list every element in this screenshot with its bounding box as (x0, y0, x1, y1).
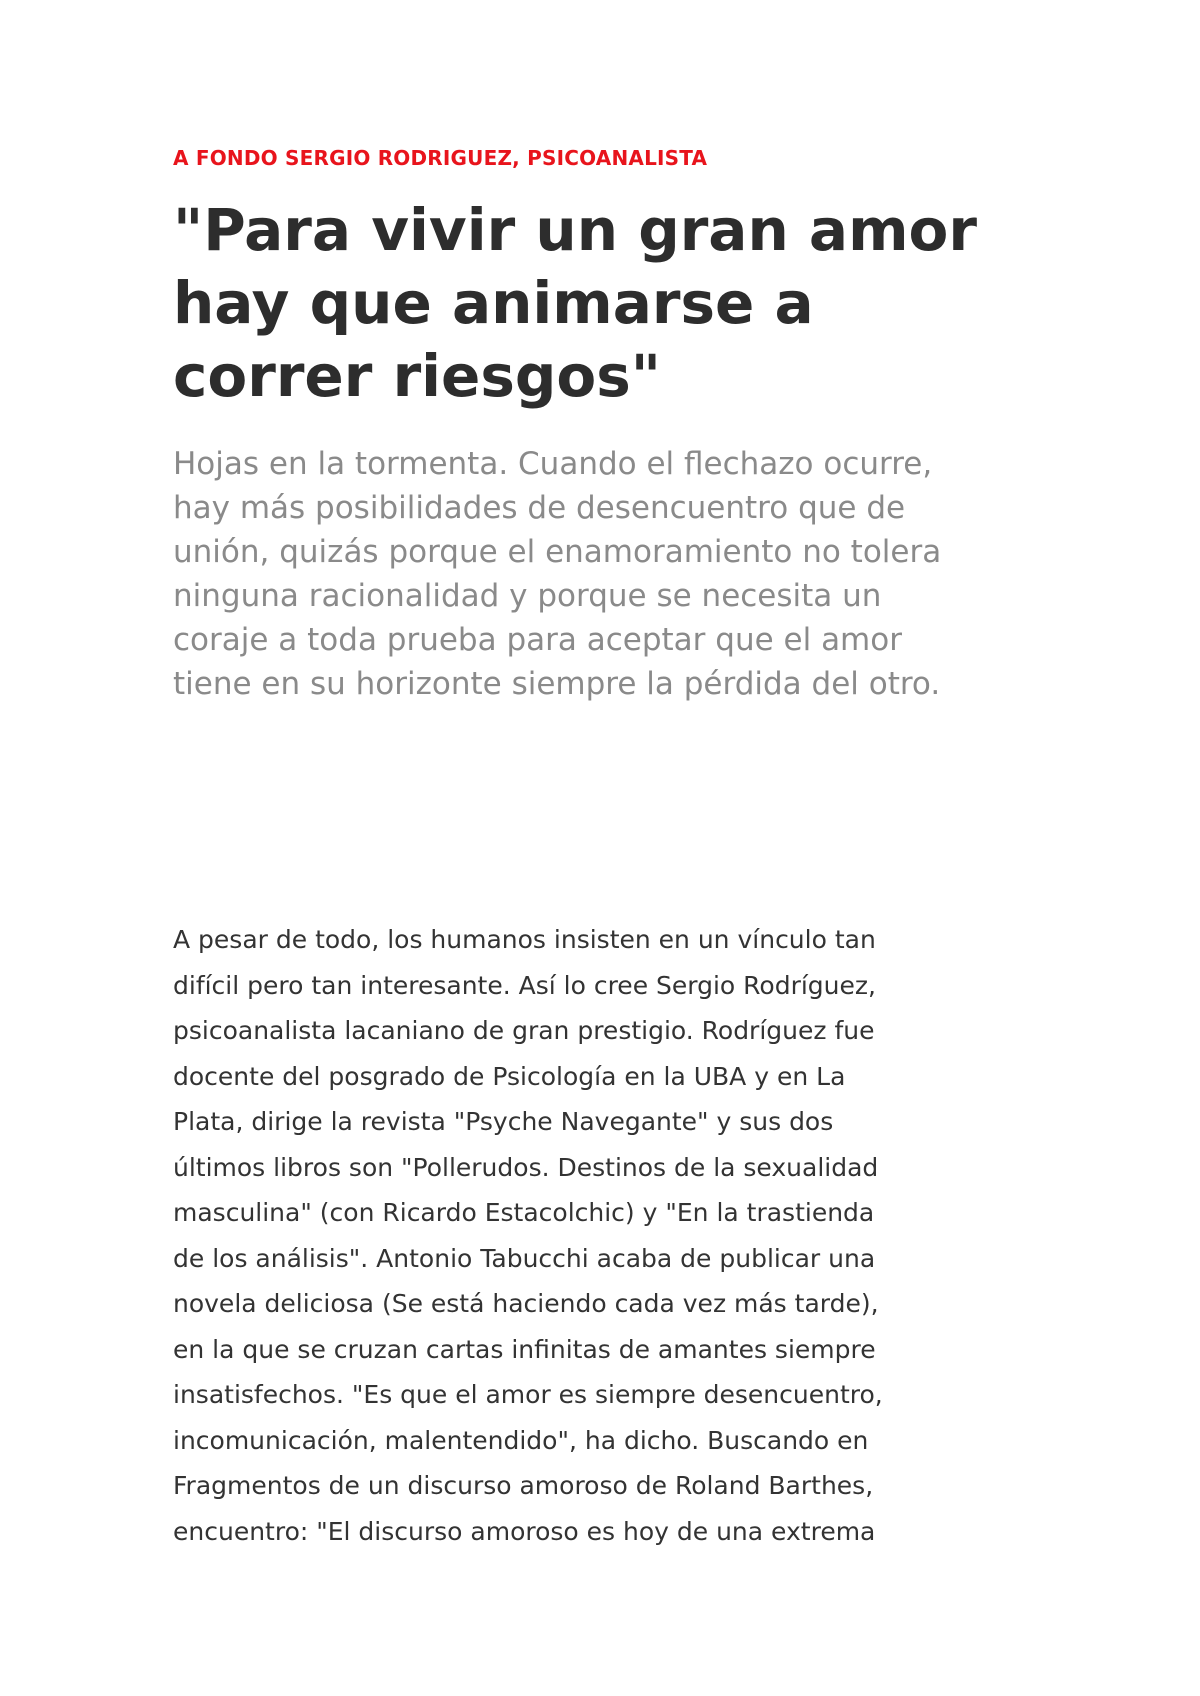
body-line: psicoanalista lacaniano de gran prestigio. Rodríguez fue (173, 1016, 875, 1045)
article-kicker: A FONDO SERGIO RODRIGUEZ, PSICOANALISTA (173, 146, 708, 170)
dek-line: hay más posibilidades de desencuentro que de (173, 490, 906, 526)
dek-line: coraje a toda prueba para aceptar que el amor (173, 622, 902, 658)
dek-line: Hojas en la tormenta. Cuando el flechazo ocurre, (173, 446, 933, 482)
headline-line: "Para vivir un gran amor (173, 196, 977, 264)
body-line: masculina" (con Ricardo Estacolchic) y "En la trastienda (173, 1198, 875, 1227)
body-line: insatisfechos. "Es que el amor es siempre desencuentro, (173, 1380, 883, 1409)
body-line: incomunicación, malentendido", ha dicho. Buscando en (173, 1425, 869, 1455)
body-line: de los análisis". Antonio Tabucchi acaba de publicar una (173, 1243, 876, 1273)
body-line: Plata, dirige la revista "Psyche Navegante" y sus dos (173, 1107, 834, 1136)
body-line: novela deliciosa (Se está haciendo cada vez más tarde), (173, 1289, 879, 1318)
body-line: encuentro: "El discurso amoroso es hoy de una extrema (173, 1516, 876, 1546)
body-line: A pesar de todo, los humanos insisten en un vínculo tan (173, 925, 876, 954)
dek-line: unión, quizás porque el enamoramiento no tolera (173, 534, 942, 570)
article-body (173, 917, 1043, 1554)
dek-line: ninguna racionalidad y porque se necesita un (173, 578, 882, 614)
article-page (173, 0, 1043, 1696)
article-headline (173, 194, 1043, 413)
body-line: docente del posgrado de Psicología en la UBA y en La (173, 1061, 846, 1091)
headline-line: correr riesgos" (173, 342, 662, 410)
headline-line: hay que animarse a (173, 269, 814, 337)
body-line: últimos libros son "Pollerudos. Destinos de la sexualidad (173, 1152, 879, 1182)
dek-line: tiene en su horizonte siempre la pérdida del otro. (173, 666, 941, 702)
article-dek (173, 442, 1043, 706)
body-line: en la que se cruzan cartas infinitas de amantes siempre (173, 1334, 876, 1364)
body-line: difícil pero tan interesante. Así lo cree Sergio Rodríguez, (173, 970, 876, 1000)
body-line: Fragmentos de un discurso amoroso de Roland Barthes, (173, 1471, 874, 1500)
